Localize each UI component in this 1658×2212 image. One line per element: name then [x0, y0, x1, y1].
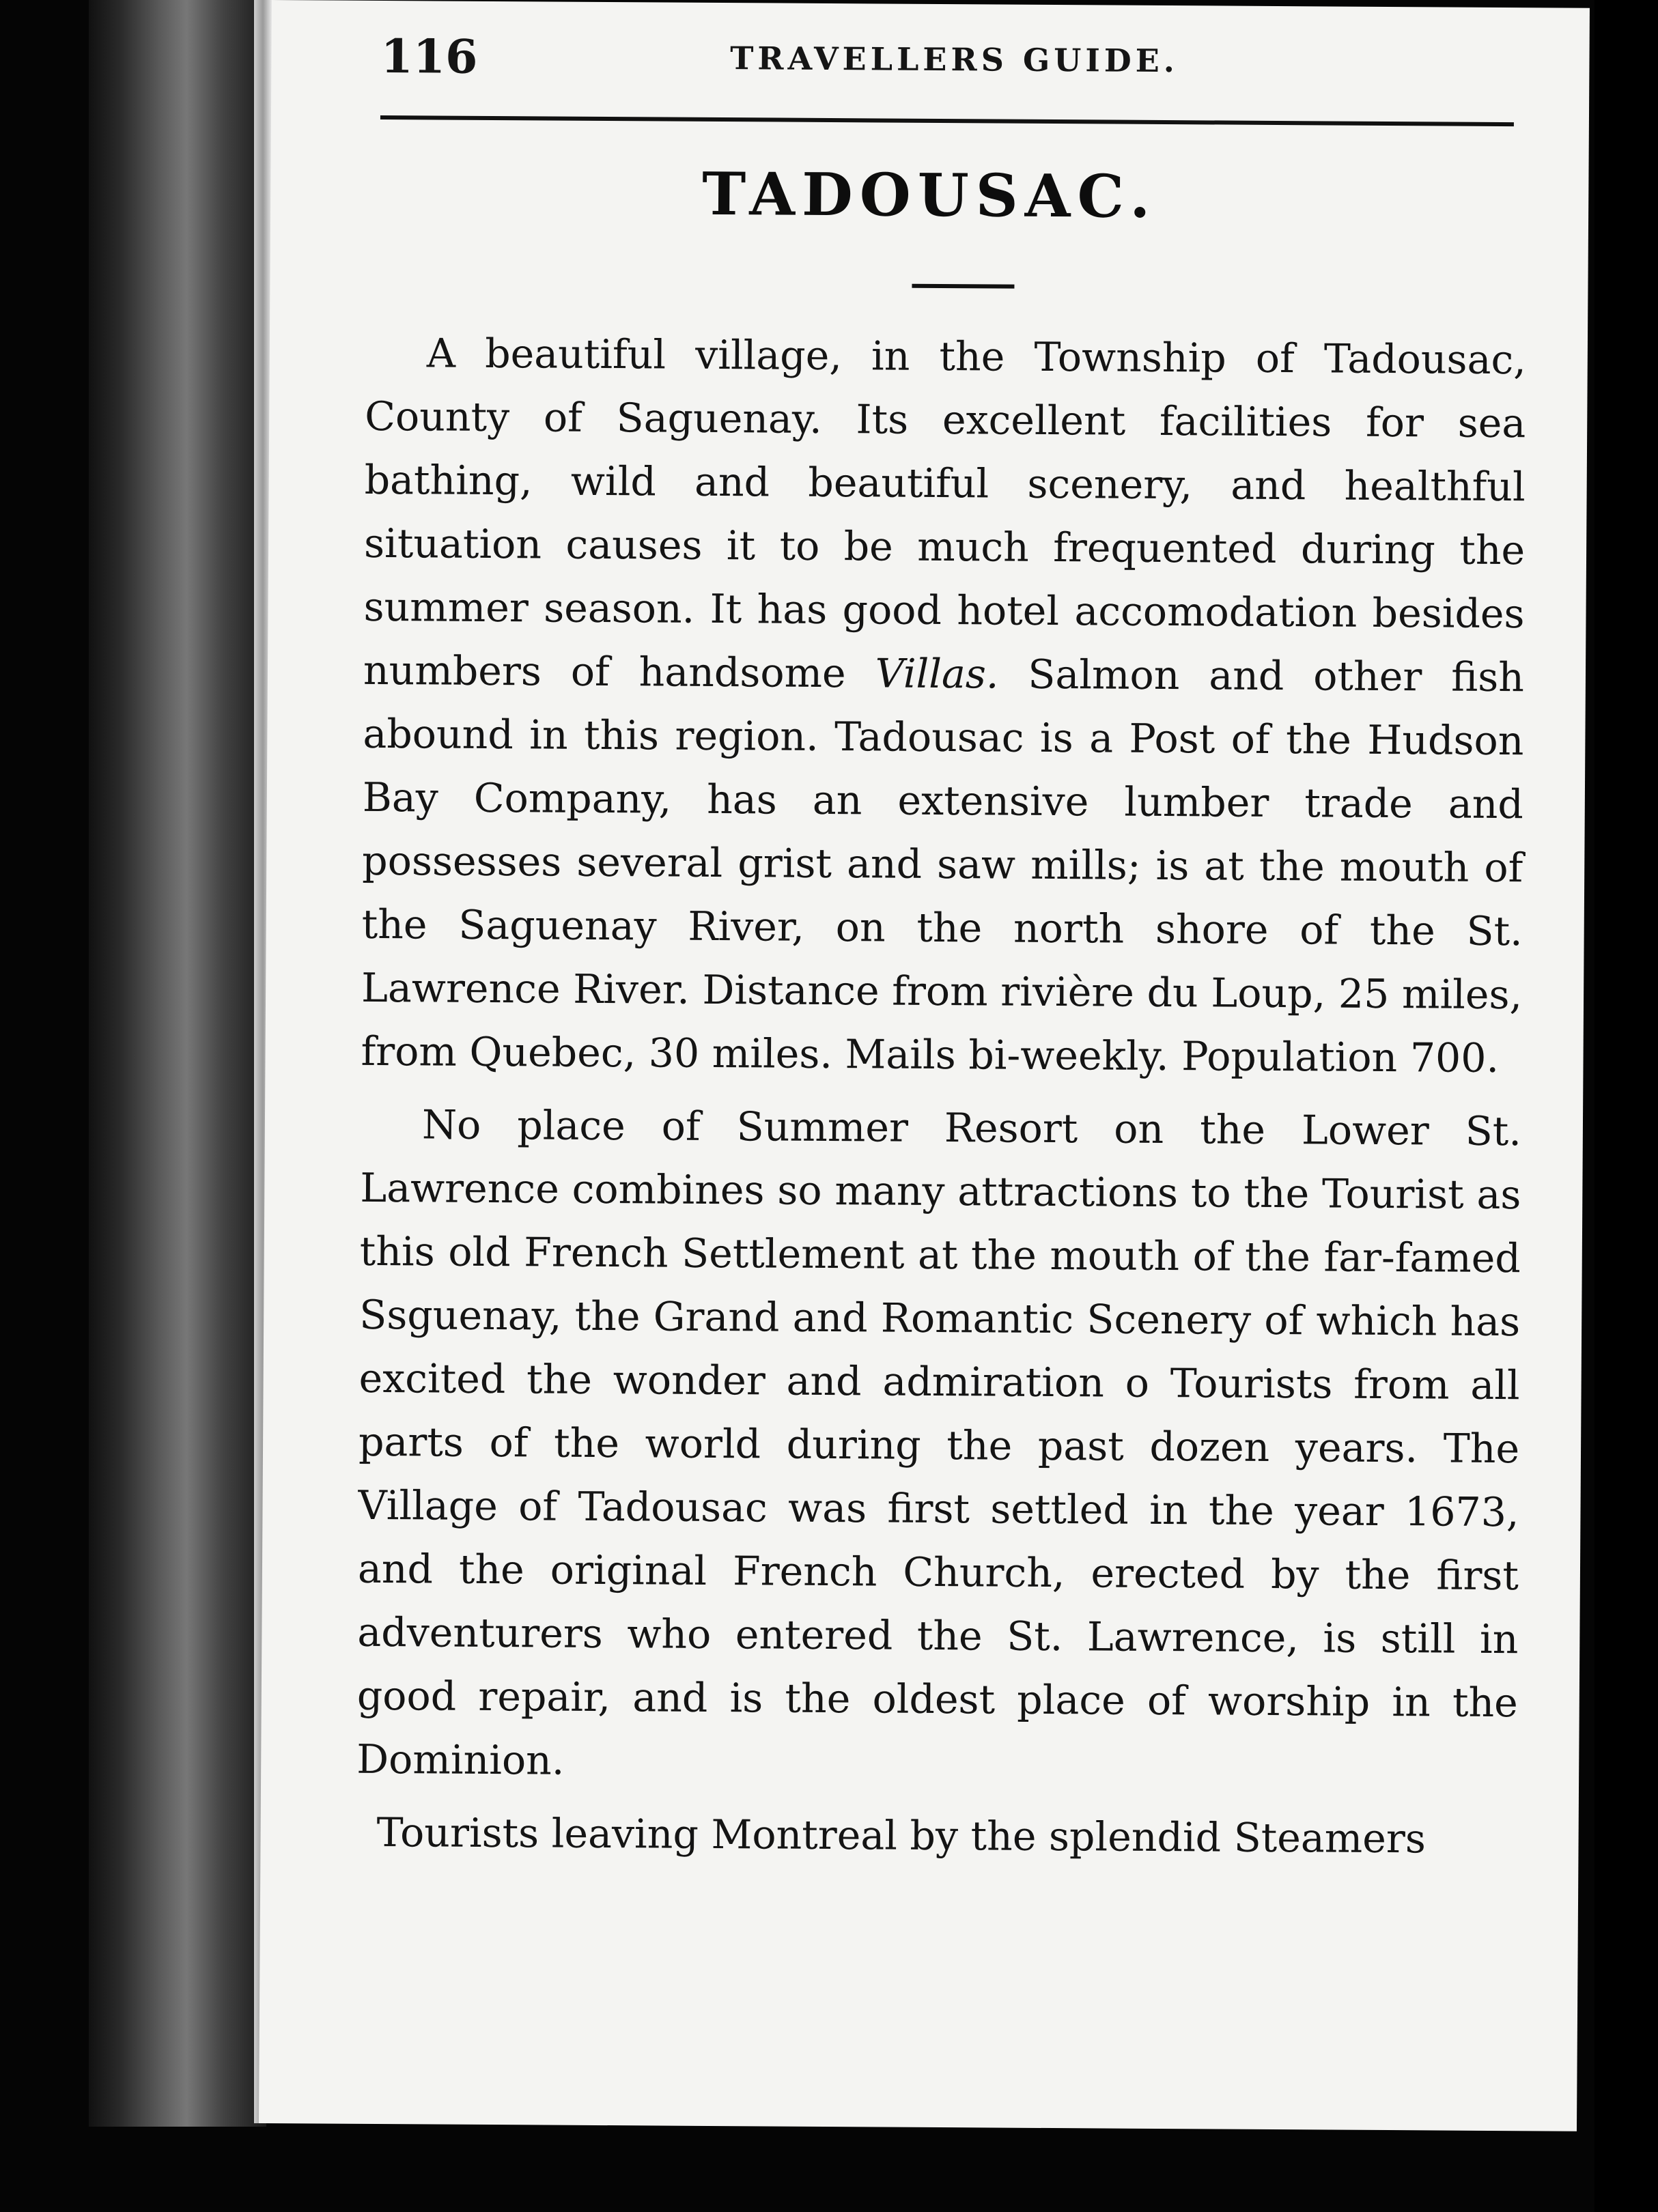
- scan-margin: [1594, 0, 1658, 2212]
- paragraph-3: Tourists leaving Montreal by the splendid Steamers: [376, 1809, 1427, 1862]
- book-spine: [89, 0, 266, 2127]
- article-title: TADOUSAC.: [701, 159, 1157, 231]
- book-page: [259, 0, 1590, 2131]
- title-rule: [912, 284, 1014, 289]
- header-rule: [380, 115, 1514, 126]
- paragraph-2: No place of Summer Resort on the Lower St. Lawrence combines so many attractions to the Tourist as this old French Settlement at the mouth of the far-famed Ssguenay, the Grand and Romantic Scenery of which has excited the wonder and admiration o Tourists from all parts of the world during the past dozen years. The Village of Tadousac was first settled in the year 1673, and the original French Church, erected by the first adventurers who entered the St. Lawrence, is still in good repair, and is the oldest place of worship in the Dominion.: [356, 1101, 1522, 1784]
- paragraph-1: [361, 322, 1526, 1090]
- page-header: [380, 29, 1528, 91]
- paragraph-1-italic: Villas.: [875, 650, 999, 698]
- running-head: TRAVELLERS GUIDE.: [729, 40, 1179, 80]
- page-number: 116: [380, 29, 478, 85]
- paragraph-1-text-a: A beautiful village, in the Township of Tadousac, County of Saguenay. Its excellent facilities for sea bathing, wild and beautiful scenery, and healthful situation causes it to be much frequented during the summer season. It has good hotel accomodation besides numbers of handsome: [363, 330, 1527, 697]
- paragraph-1-text-b: Salmon and other fish abound in this region. Tadousac is a Post of the Hudson Bay Company, has an extensive lumber trade and possesses several grist and saw mills; is at the mouth of the Saguenay River, on the north shore of the St. Lawrence River. Distance from rivière du Loup, 25 miles, from Quebec, 30 miles. Mails bi-weekly. Population 700.: [361, 651, 1525, 1082]
- article-body: [356, 322, 1526, 1871]
